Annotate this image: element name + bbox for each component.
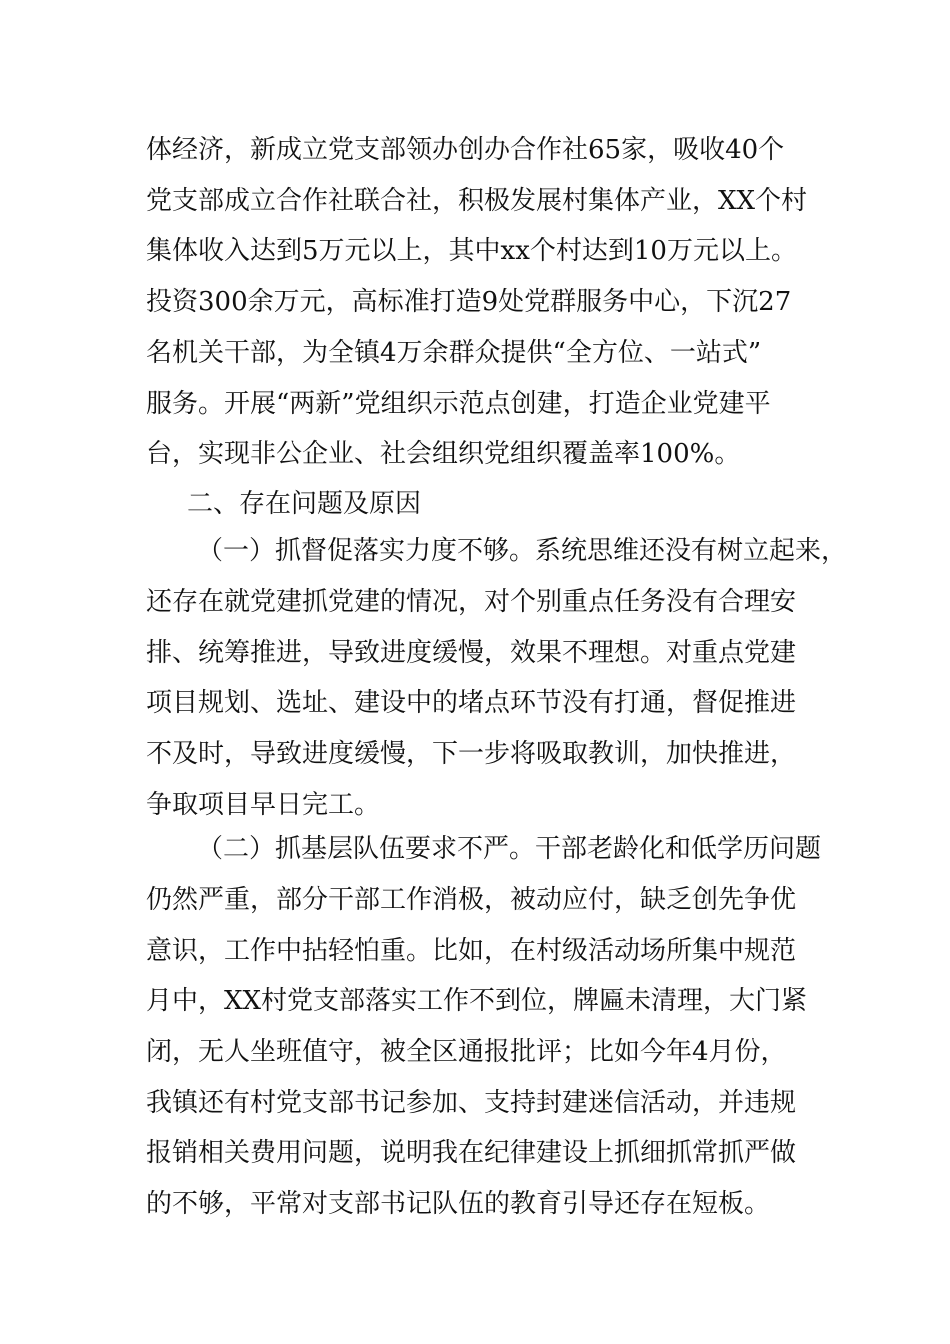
- text-line: 集体收入达到5万元以上，其中xx个村达到10万元以上。: [146, 236, 797, 266]
- paragraph-line: 的不够，平常对支部书记队伍的教育引导还存在短板。: [146, 1189, 771, 1219]
- text-line: 服务。开展“两新”党组织示范点创建，打造企业党建平: [146, 389, 771, 419]
- paragraph-line: 意识，工作中拈轻怕重。比如，在村级活动场所集中规范: [146, 936, 797, 966]
- paragraph-line: 还存在就党建抓党建的情况，对个别重点任务没有合理安: [146, 587, 797, 617]
- paragraph-line: （二）抓基层队伍要求不严。干部老龄化和低学历问题: [197, 834, 822, 864]
- text-line: 名机关干部，为全镇4万余群众提供“全方位、一站式”: [146, 338, 762, 368]
- paragraph-line: （一）抓督促落实力度不够。系统思维还没有树立起来，: [197, 536, 848, 566]
- paragraph-line: 项目规划、选址、建设中的堵点环节没有打通，督促推进: [146, 688, 797, 718]
- paragraph-line: 我镇还有村党支部书记参加、支持封建迷信活动，并违规: [146, 1088, 797, 1118]
- paragraph-line: 争取项目早日完工。: [146, 790, 381, 820]
- paragraph-line: 仍然严重，部分干部工作消极，被动应付，缺乏创先争优: [146, 885, 797, 915]
- paragraph-line: 月中，XX村党支部落实工作不到位，牌匾未清理，大门紧: [146, 986, 808, 1016]
- text-line: 台，实现非公企业、社会组织党组织覆盖率100%。: [146, 439, 741, 469]
- paragraph-line: 排、统筹推进，导致进度缓慢，效果不理想。对重点党建: [146, 638, 797, 668]
- paragraph-line: 不及时，导致进度缓慢，下一步将吸取教训，加快推进，: [146, 739, 797, 769]
- paragraph-line: 报销相关费用问题，说明我在纪律建设上抓细抓常抓严做: [146, 1138, 797, 1168]
- text-line: 体经济，新成立党支部领办创办合作社65家，吸收40个: [146, 135, 785, 165]
- section-heading: 二、存在问题及原因: [187, 489, 422, 519]
- text-line: 党支部成立合作社联合社，积极发展村集体产业，XX个村: [146, 186, 808, 216]
- paragraph-line: 闭，无人坐班值守，被全区通报批评；比如今年4月份，: [146, 1037, 787, 1067]
- text-line: 投资300余万元，高标准打造9处党群服务中心，下沉27: [146, 287, 792, 317]
